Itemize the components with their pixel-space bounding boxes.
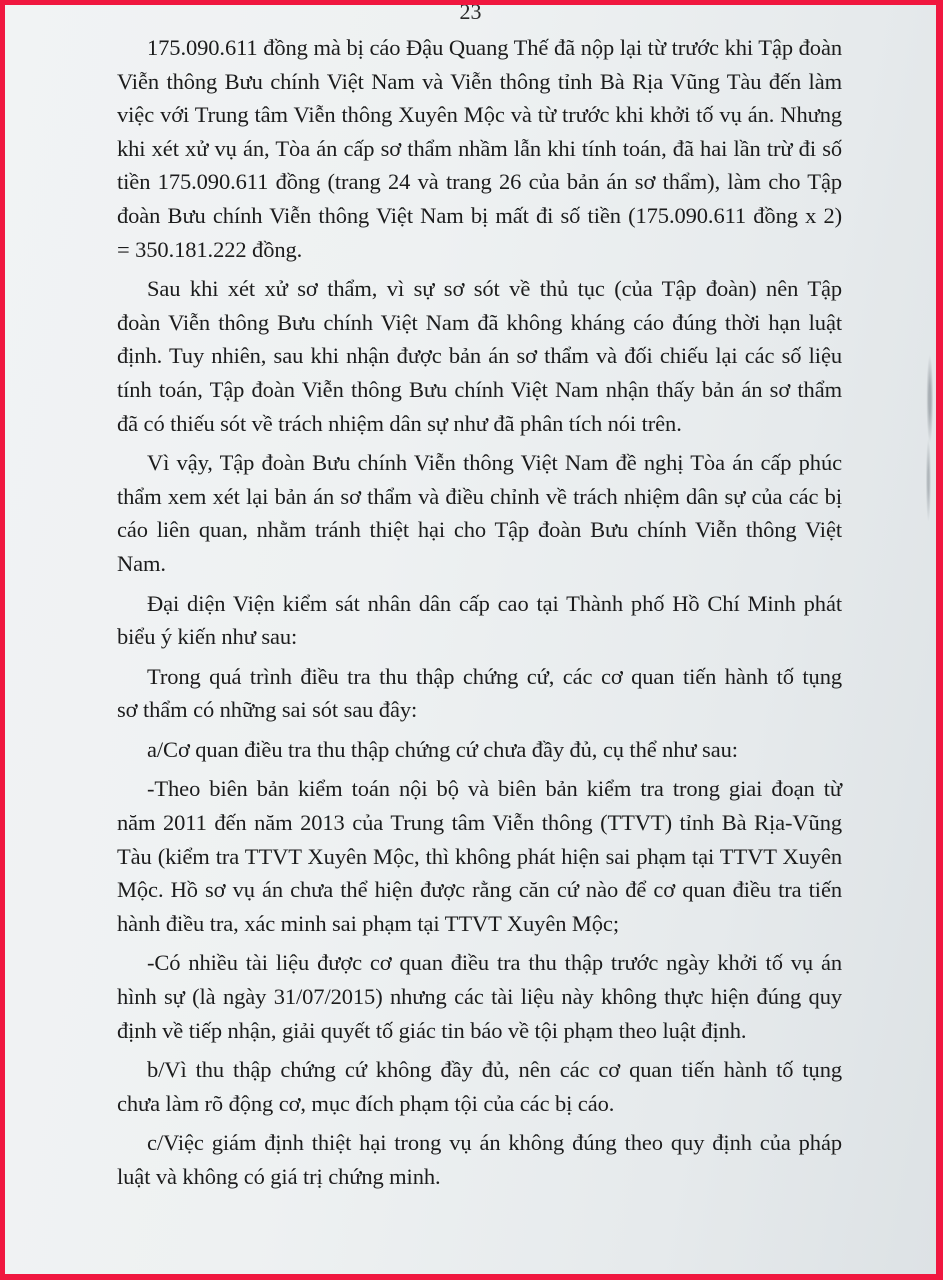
page-number: 23 xyxy=(459,5,482,24)
text-line: định. Tuy nhiên, sau khi nhận được bản án sơ thẩm và đối chiếu lại các số liệu xyxy=(117,343,842,369)
paragraph xyxy=(117,587,842,654)
text-line: khi xét xử vụ án, Tòa án cấp sơ thẩm nhầm lẫn khi tính toán, đã hai lần trừ đi số xyxy=(117,135,842,161)
document-page xyxy=(5,5,936,1274)
text-line: tiền 175.090.611 đồng (trang 24 và trang 26 của bản án sơ thẩm), làm cho Tập xyxy=(117,169,842,195)
text-line: đoàn Viễn thông Bưu chính Việt Nam đã không kháng cáo đúng thời hạn luật xyxy=(117,309,842,335)
text-line: -Theo biên bản kiểm toán nội bộ và biên bản kiểm tra trong giai đoạn từ xyxy=(147,776,842,802)
text-line: năm 2011 đến năm 2013 của Trung tâm Viễn thông (TTVT) tỉnh Bà Rịa-Vũng xyxy=(117,810,842,836)
text-line: Viễn thông Bưu chính Việt Nam và Viễn thông tỉnh Bà Rịa Vũng Tàu đến làm xyxy=(117,68,842,94)
text-line: Mộc. Hồ sơ vụ án chưa thể hiện được rằng căn cứ nào để cơ quan điều tra tiến xyxy=(117,877,842,903)
paragraph xyxy=(117,1126,842,1193)
text-line: Trong quá trình điều tra thu thập chứng cứ, các cơ quan tiến hành tố tụng xyxy=(147,663,842,689)
text-line: định về tiếp nhận, giải quyết tố giác tin báo về tội phạm theo luật định. xyxy=(117,1017,747,1043)
text-line: chưa làm rõ động cơ, mục đích phạm tội của các bị cáo. xyxy=(117,1090,615,1116)
text-line: Nam. xyxy=(117,550,166,576)
text-line: tính toán, Tập đoàn Viễn thông Bưu chính Việt Nam nhận thấy bản án sơ thẩm xyxy=(117,376,842,402)
text-line: c/Việc giám định thiệt hại trong vụ án không đúng theo quy định của pháp xyxy=(147,1130,842,1156)
paragraph xyxy=(117,446,842,580)
text-line: hình sự (là ngày 31/07/2015) nhưng các tài liệu này không thực hiện đúng quy xyxy=(117,984,842,1010)
text-line: Tàu (kiểm tra TTVT Xuyên Mộc, thì không phát hiện sai phạm tại TTVT Xuyên xyxy=(117,843,842,869)
text-line: luật và không có giá trị chứng minh. xyxy=(117,1164,441,1189)
page-edge-shadow xyxy=(920,345,934,525)
text-line: hành điều tra, xác minh sai phạm tại TTVT Xuyên Mộc; xyxy=(117,910,619,936)
text-line: b/Vì thu thập chứng cứ không đầy đủ, nên các cơ quan tiến hành tố tụng xyxy=(147,1057,842,1083)
paragraph xyxy=(117,660,842,727)
text-line: sơ thẩm có những sai sót sau đây: xyxy=(117,697,418,723)
text-line: Đại diện Viện kiểm sát nhân dân cấp cao tại Thành phố Hồ Chí Minh phát xyxy=(147,590,842,616)
text-line: việc với Trung tâm Viễn thông Xuyên Mộc và từ trước khi khởi tố vụ án. Nhưng xyxy=(117,102,842,128)
paragraph xyxy=(117,733,842,767)
document-body xyxy=(117,31,842,1194)
paragraph xyxy=(117,772,842,940)
text-line: 175.090.611 đồng mà bị cáo Đậu Quang Thế đã nộp lại từ trước khi Tập đoàn xyxy=(147,35,842,60)
text-line: = 350.181.222 đồng. xyxy=(117,236,303,262)
text-line: thẩm xem xét lại bản án sơ thẩm và điều chỉnh về trách nhiệm dân sự của các bị xyxy=(117,483,842,509)
paragraph xyxy=(117,272,842,440)
paragraph xyxy=(117,1053,842,1120)
text-line: -Có nhiều tài liệu được cơ quan điều tra thu thập trước ngày khởi tố vụ án xyxy=(147,950,842,976)
text-line: cáo liên quan, nhằm tránh thiệt hại cho Tập đoàn Bưu chính Viễn thông Việt xyxy=(117,517,842,543)
paragraph xyxy=(117,31,842,266)
paragraph xyxy=(117,946,842,1047)
text-line: đoàn Bưu chính Viễn thông Việt Nam bị mất đi số tiền (175.090.611 đồng x 2) xyxy=(117,202,842,228)
text-line: Sau khi xét xử sơ thẩm, vì sự sơ sót về thủ tục (của Tập đoàn) nên Tập xyxy=(147,276,842,302)
text-line: Vì vậy, Tập đoàn Bưu chính Viễn thông Việt Nam đề nghị Tòa án cấp phúc xyxy=(147,450,842,476)
text-line: biểu ý kiến như sau: xyxy=(117,624,298,650)
text-line: đã có thiếu sót về trách nhiệm dân sự như đã phân tích nói trên. xyxy=(117,410,682,436)
text-line: a/Cơ quan điều tra thu thập chứng cứ chưa đầy đủ, cụ thể như sau: xyxy=(147,736,738,762)
